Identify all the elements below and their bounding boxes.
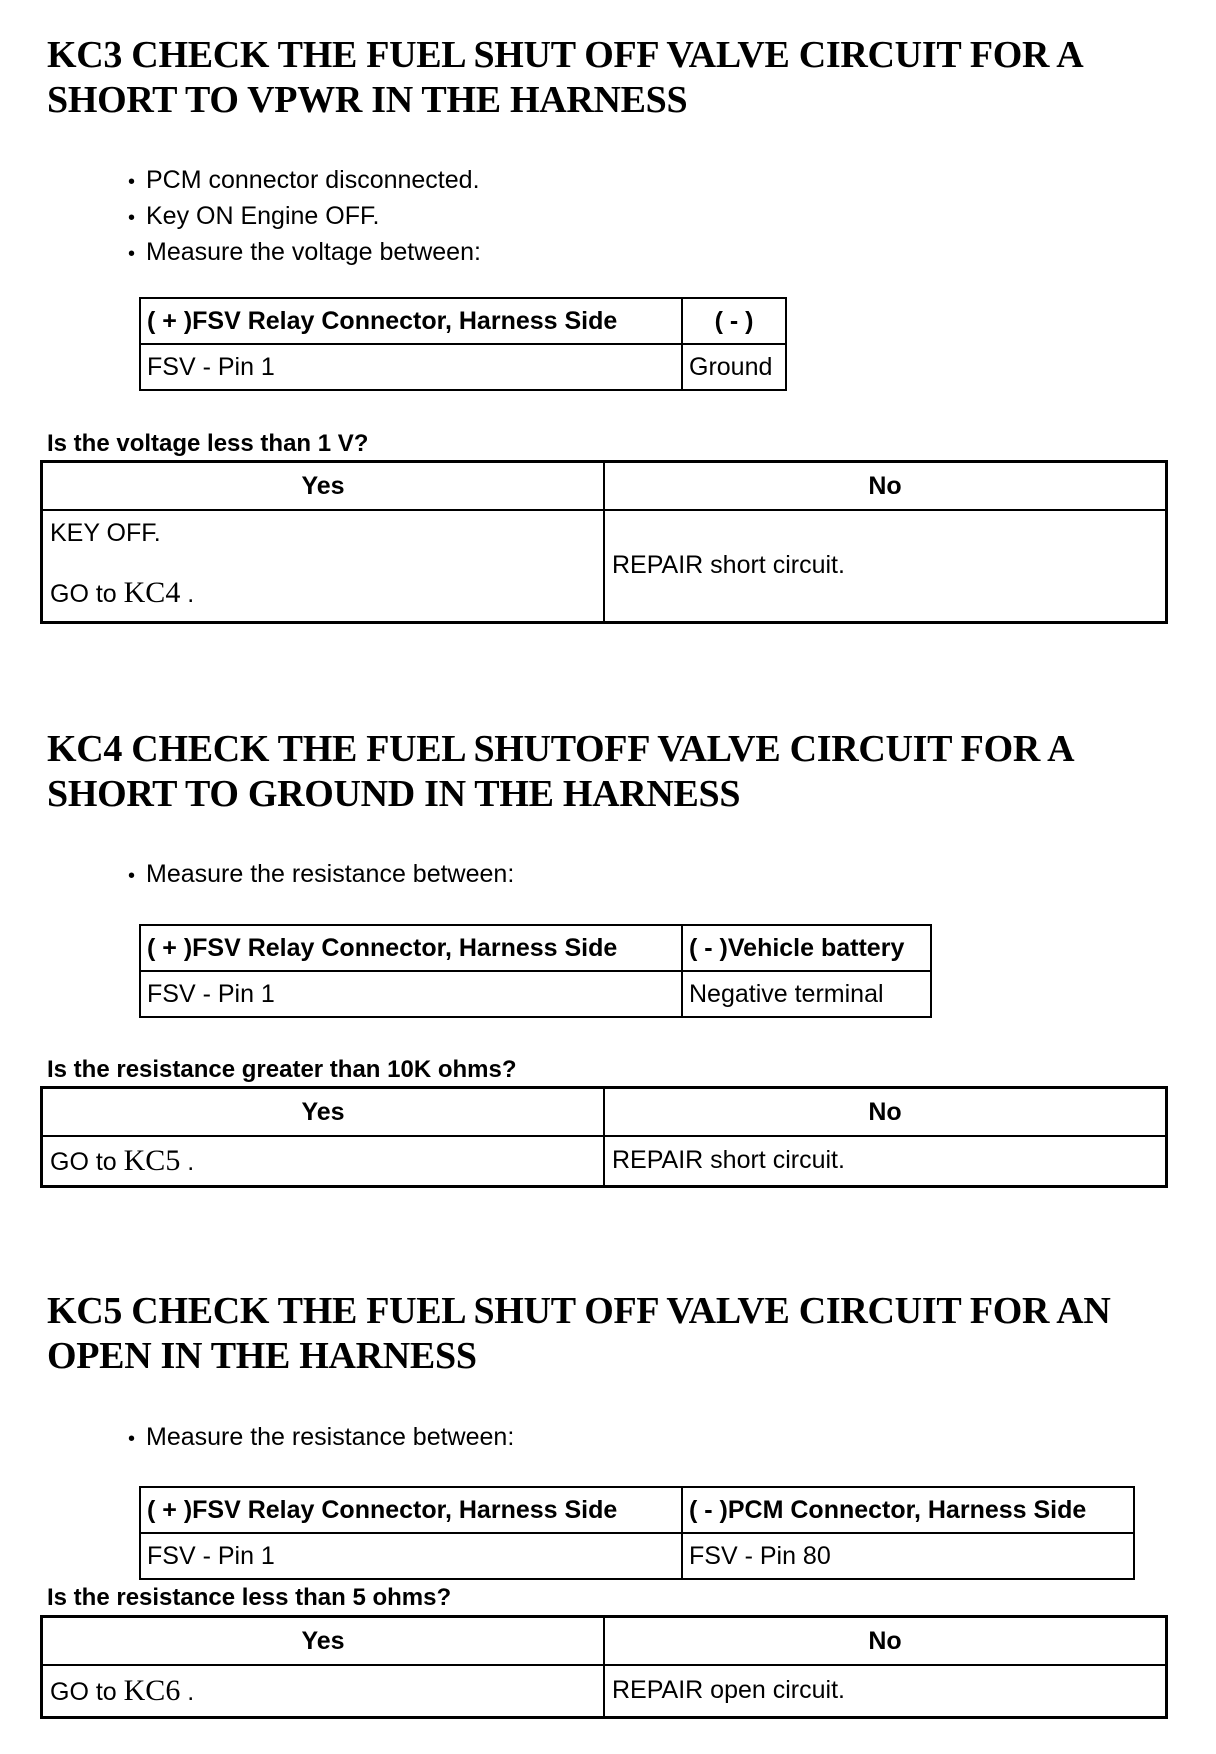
instruction-list — [128, 163, 481, 271]
decision-table — [40, 1615, 1168, 1719]
instruction-item: • Measure the resistance between: — [128, 857, 514, 893]
measurement-table — [139, 924, 932, 1018]
goto-link-kc5[interactable]: KC5 — [123, 1143, 181, 1177]
section-title — [47, 727, 1197, 817]
goto-suffix: . — [180, 1147, 195, 1176]
instruction-list — [128, 1420, 514, 1456]
goto-prefix: GO to — [50, 1677, 124, 1706]
title-line-1: KC5 CHECK THE FUEL SHUT OFF VALVE CIRCUIT FOR AN — [47, 1290, 1111, 1332]
instruction-item: • PCM connector disconnected. — [128, 163, 481, 199]
goto-link-kc4[interactable]: KC4 — [123, 576, 181, 609]
measurement-col1-value: FSV - Pin 1 — [140, 971, 682, 1017]
instruction-list — [128, 857, 514, 893]
goto-prefix: GO to — [50, 1147, 124, 1176]
yes-header: Yes — [42, 1088, 605, 1137]
measurement-col1-header: ( + )FSV Relay Connector, Harness Side — [140, 298, 682, 344]
no-header: No — [604, 1617, 1167, 1666]
measurement-col2-value: FSV - Pin 80 — [682, 1533, 1134, 1579]
yes-header: Yes — [42, 462, 605, 511]
goto-prefix: GO to — [50, 580, 124, 608]
measurement-col2-value: Negative terminal — [682, 971, 931, 1017]
measurement-table — [139, 1486, 1135, 1580]
yes-cell — [42, 1665, 605, 1717]
no-cell: REPAIR open circuit. — [604, 1665, 1167, 1717]
yes-cell — [42, 1136, 605, 1186]
measurement-col2-header: ( - )Vehicle battery — [682, 925, 931, 971]
question-text: Is the resistance less than 5 ohms? — [47, 1584, 452, 1611]
title-line-2: OPEN IN THE HARNESS — [47, 1335, 477, 1377]
title-line-1: KC4 CHECK THE FUEL SHUTOFF VALVE CIRCUIT FOR A — [47, 728, 1075, 770]
yes-cell — [42, 510, 605, 622]
yes-goto — [50, 576, 596, 610]
goto-suffix: . — [180, 1677, 195, 1706]
measurement-col1-value: FSV - Pin 1 — [140, 1533, 682, 1579]
section-title — [47, 1289, 1197, 1379]
no-cell: REPAIR short circuit. — [604, 510, 1167, 622]
goto-suffix: . — [180, 580, 195, 608]
section-title — [47, 33, 1197, 123]
yes-step-text: KEY OFF. — [50, 519, 161, 547]
goto-link-kc6[interactable]: KC6 — [123, 1673, 181, 1707]
decision-table — [40, 460, 1168, 624]
question-text: Is the resistance greater than 10K ohms? — [47, 1056, 517, 1083]
yes-header: Yes — [42, 1617, 605, 1666]
measurement-col1-value: FSV - Pin 1 — [140, 344, 682, 390]
instruction-item: • Measure the resistance between: — [128, 1420, 514, 1456]
measurement-table — [139, 297, 787, 391]
title-line-2: SHORT TO GROUND IN THE HARNESS — [47, 773, 741, 815]
instruction-item: • Measure the voltage between: — [128, 235, 481, 271]
measurement-col2-header: ( - )PCM Connector, Harness Side — [682, 1487, 1134, 1533]
measurement-col2-header: ( - ) — [682, 298, 786, 344]
measurement-col1-header: ( + )FSV Relay Connector, Harness Side — [140, 1487, 682, 1533]
instruction-item: • Key ON Engine OFF. — [128, 199, 481, 235]
title-line-2: SHORT TO VPWR IN THE HARNESS — [47, 79, 688, 121]
no-header: No — [604, 462, 1167, 511]
title-line-1: KC3 CHECK THE FUEL SHUT OFF VALVE CIRCUIT FOR A — [47, 34, 1084, 76]
measurement-col1-header: ( + )FSV Relay Connector, Harness Side — [140, 925, 682, 971]
no-cell: REPAIR short circuit. — [604, 1136, 1167, 1186]
question-text: Is the voltage less than 1 V? — [47, 430, 369, 457]
measurement-col2-value: Ground — [682, 344, 786, 390]
decision-table — [40, 1086, 1168, 1188]
no-header: No — [604, 1088, 1167, 1137]
